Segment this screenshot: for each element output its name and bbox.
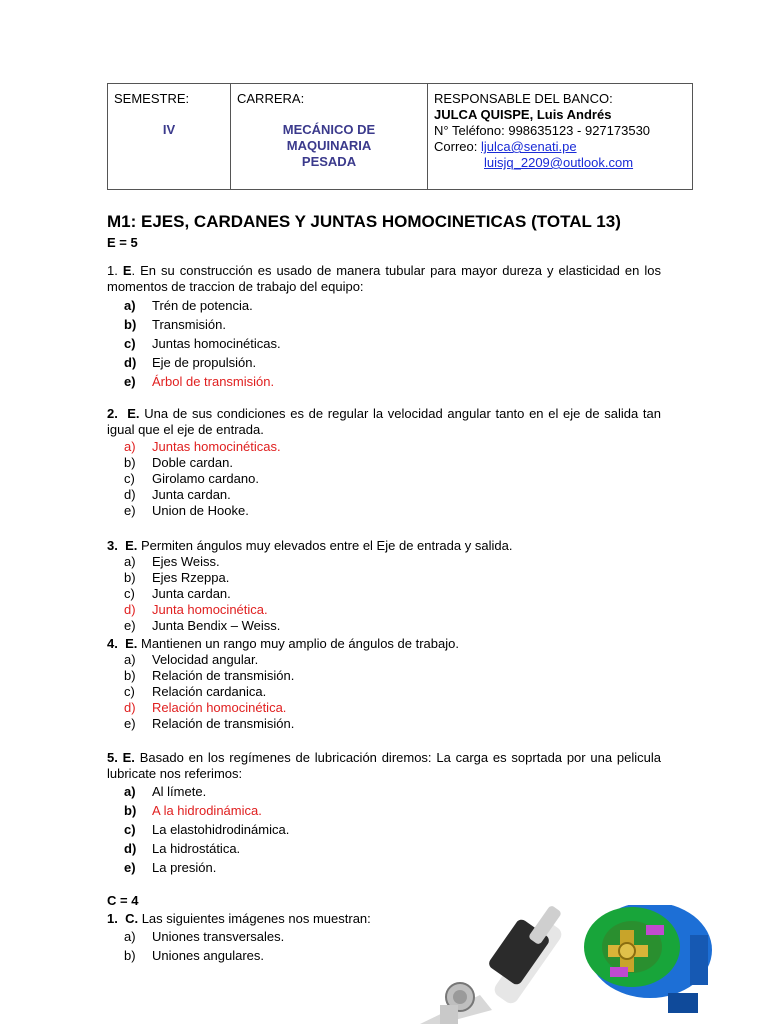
option-answer bbox=[124, 700, 294, 716]
question-c1 bbox=[107, 911, 407, 927]
option-letter: e) bbox=[124, 860, 136, 875]
question-number: 1. bbox=[107, 911, 118, 926]
email-link-1[interactable]: ljulca@senati.pe bbox=[480, 139, 577, 154]
option-text: Uniones angulares. bbox=[152, 948, 265, 963]
option-text: Transmisión. bbox=[152, 317, 226, 332]
carrera-line: MAQUINARIA bbox=[286, 138, 372, 153]
option-text: Relación homocinética. bbox=[152, 700, 287, 715]
option-text: Velocidad angular. bbox=[152, 652, 259, 667]
question-number: 1. bbox=[107, 263, 118, 278]
option-letter: b) bbox=[124, 455, 136, 470]
option-text: Ejes Rzeppa. bbox=[152, 570, 230, 585]
question-text: Permiten ángulos muy elevados entre el Eje de entrada y salida. bbox=[137, 538, 513, 553]
option-text: Juntas homocinéticas. bbox=[152, 336, 281, 351]
option bbox=[124, 927, 284, 946]
question-tag: E. bbox=[127, 406, 140, 421]
option bbox=[124, 554, 280, 570]
responsable-cell bbox=[428, 84, 692, 189]
option bbox=[124, 858, 289, 877]
option-letter: c) bbox=[124, 471, 135, 486]
option-text: Junta cardan. bbox=[152, 586, 231, 601]
header-table bbox=[107, 83, 693, 190]
question-2 bbox=[107, 406, 661, 438]
cv-joint-shaft-image bbox=[420, 905, 564, 1024]
option-letter: a) bbox=[124, 929, 136, 944]
option-letter: c) bbox=[124, 586, 135, 601]
option-answer bbox=[124, 602, 280, 618]
question-5 bbox=[107, 750, 661, 782]
option-letter: e) bbox=[124, 618, 136, 633]
option bbox=[124, 820, 289, 839]
option bbox=[124, 296, 281, 315]
option bbox=[124, 487, 281, 503]
question-tag: E. bbox=[122, 750, 135, 765]
question-tag: C. bbox=[125, 911, 139, 926]
responsable-name: JULCA QUISPE, Luis Andrés bbox=[434, 107, 612, 122]
telefono: N° Teléfono: 998635123 - 927173530 bbox=[434, 123, 651, 138]
option-text: Árbol de transmisión. bbox=[152, 374, 275, 389]
correo-line bbox=[434, 139, 686, 155]
option-text: Union de Hooke. bbox=[152, 503, 249, 518]
question-tag: E. bbox=[125, 538, 138, 553]
carrera-line: MECÁNICO DE bbox=[282, 122, 376, 137]
option bbox=[124, 839, 289, 858]
question-text: Las siguientes imágenes nos muestran: bbox=[138, 911, 371, 926]
question-text: . En su construcción es usado de manera tubular para mayor dureza y elasticidad en los momentos de traccion de trabajo del equipo: bbox=[107, 263, 661, 294]
option bbox=[124, 618, 280, 634]
section-e-heading: E = 5 bbox=[107, 235, 138, 250]
option bbox=[124, 471, 281, 487]
option bbox=[124, 334, 281, 353]
question-tag: E bbox=[122, 263, 132, 278]
option-text: La presión. bbox=[152, 860, 217, 875]
option-answer bbox=[124, 439, 281, 455]
option bbox=[124, 570, 280, 586]
carrera-cell bbox=[231, 84, 428, 189]
option bbox=[124, 455, 281, 471]
question-c1-options bbox=[124, 927, 284, 965]
option-text: La elastohidrodinámica. bbox=[152, 822, 290, 837]
option-text: Eje de propulsión. bbox=[152, 355, 257, 370]
option-text: Junta homocinética. bbox=[152, 602, 268, 617]
question-3-options bbox=[124, 554, 280, 634]
carrera-value bbox=[237, 122, 421, 170]
carrera-label: CARRERA: bbox=[237, 91, 305, 106]
option-letter: e) bbox=[124, 716, 136, 731]
option-answer bbox=[124, 801, 289, 820]
option-text: Al límete. bbox=[152, 784, 207, 799]
question-number: 5. bbox=[107, 750, 118, 765]
semestre-value: IV bbox=[162, 122, 176, 137]
option bbox=[124, 668, 294, 684]
option-text: Trén de potencia. bbox=[152, 298, 253, 313]
module-title: M1: EJES, CARDANES Y JUNTAS HOMOCINETICAS (TOTAL 13) bbox=[107, 212, 621, 231]
option-letter: a) bbox=[124, 439, 136, 454]
question-text: Una de sus condiciones es de regular la velocidad angular tanto en el eje de salida tan igual que el eje de entrada. bbox=[107, 406, 661, 437]
option-text: Junta Bendix – Weiss. bbox=[152, 618, 281, 633]
option-letter: c) bbox=[124, 684, 135, 699]
email-link-2[interactable]: luisjq_2209@outlook.com bbox=[484, 155, 634, 170]
responsable-label: RESPONSABLE DEL BANCO: bbox=[434, 91, 613, 106]
question-1 bbox=[107, 263, 661, 295]
option-letter: d) bbox=[124, 841, 137, 856]
option-letter: b) bbox=[124, 570, 136, 585]
correo-label: Correo: bbox=[434, 139, 481, 154]
option-text: Relación de transmisión. bbox=[152, 668, 295, 683]
section-c-heading: C = 4 bbox=[107, 893, 139, 908]
option bbox=[124, 946, 284, 965]
carrera-line: PESADA bbox=[301, 154, 357, 169]
option-letter: a) bbox=[124, 554, 136, 569]
option-letter: a) bbox=[124, 652, 136, 667]
question-number: 2. bbox=[107, 406, 118, 421]
correo-line-2 bbox=[434, 155, 686, 171]
option-answer bbox=[124, 372, 281, 391]
option bbox=[124, 716, 294, 732]
option-text: A la hidrodinámica. bbox=[152, 803, 262, 818]
semestre-cell bbox=[108, 84, 231, 189]
question-3 bbox=[107, 538, 661, 554]
question-text: Basado en los regímenes de lubricación diremos: La carga es soprtada por una pelicula lubricate nos referimos: bbox=[107, 750, 661, 781]
question-2-options bbox=[124, 439, 281, 519]
option bbox=[124, 586, 280, 602]
option bbox=[124, 353, 281, 372]
option bbox=[124, 315, 281, 334]
option-letter: b) bbox=[124, 668, 136, 683]
option-letter: a) bbox=[124, 784, 136, 799]
option bbox=[124, 652, 294, 668]
option-letter: c) bbox=[124, 336, 136, 351]
option bbox=[124, 503, 281, 519]
option-letter: b) bbox=[124, 317, 137, 332]
option-letter: e) bbox=[124, 374, 136, 389]
option-text: Relación de transmisión. bbox=[152, 716, 295, 731]
option bbox=[124, 782, 289, 801]
option-text: Ejes Weiss. bbox=[152, 554, 220, 569]
question-1-options bbox=[124, 296, 281, 391]
option-letter: b) bbox=[124, 803, 137, 818]
option-text: Uniones transversales. bbox=[152, 929, 285, 944]
option-letter: d) bbox=[124, 487, 136, 502]
option-text: Juntas homocinéticas. bbox=[152, 439, 281, 454]
option-text: Girolamo cardano. bbox=[152, 471, 259, 486]
option-text: Junta cardan. bbox=[152, 487, 231, 502]
option-letter: a) bbox=[124, 298, 136, 313]
question-tag: E. bbox=[125, 636, 138, 651]
option-text: Relación cardanica. bbox=[152, 684, 267, 699]
question-number: 4. bbox=[107, 636, 118, 651]
option-text: Doble cardan. bbox=[152, 455, 233, 470]
question-text: Mantienen un rango muy amplio de ángulos de trabajo. bbox=[137, 636, 459, 651]
question-4 bbox=[107, 636, 661, 652]
option-text: La hidrostática. bbox=[152, 841, 241, 856]
question-4-options bbox=[124, 652, 294, 732]
cardan-joint-image bbox=[584, 905, 712, 1013]
question-5-options bbox=[124, 782, 289, 877]
option bbox=[124, 684, 294, 700]
question-number: 3. bbox=[107, 538, 118, 553]
option-letter: d) bbox=[124, 700, 136, 715]
joints-illustration bbox=[420, 905, 720, 1024]
option-letter: d) bbox=[124, 602, 136, 617]
option-letter: b) bbox=[124, 948, 136, 963]
option-letter: e) bbox=[124, 503, 136, 518]
option-letter: d) bbox=[124, 355, 137, 370]
option-letter: c) bbox=[124, 822, 136, 837]
semestre-label: SEMESTRE: bbox=[114, 91, 190, 106]
